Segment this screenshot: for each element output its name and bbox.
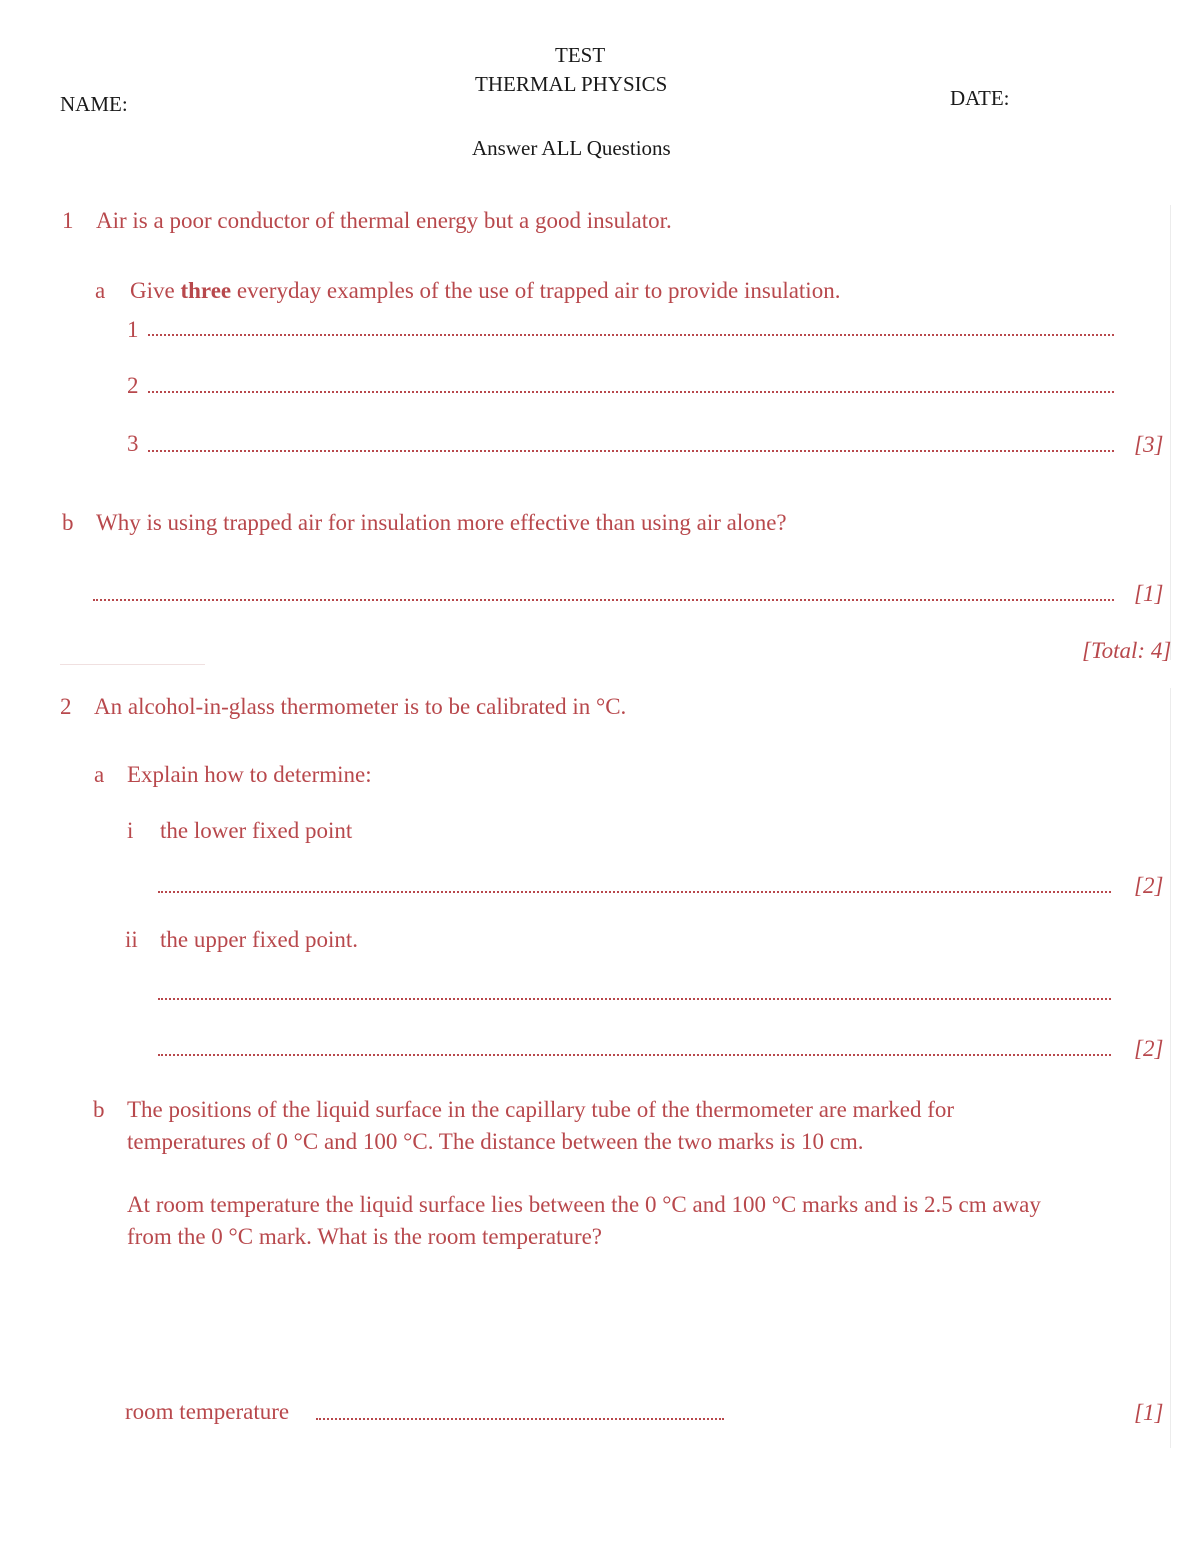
instruction-text: Answer ALL Questions — [472, 136, 671, 160]
q1a-question — [130, 278, 840, 304]
subject-title: THERMAL PHYSICS — [475, 72, 668, 96]
q1a-marks: [3] — [1134, 432, 1164, 457]
q1-total: [Total: 4] — [1082, 638, 1172, 663]
q1a-line-number-2: 2 — [127, 373, 139, 398]
q2ai-text: the lower fixed point — [160, 818, 353, 843]
scan-edge-line-q2 — [1170, 688, 1171, 1448]
q1b-question: Why is using trapped air for insulation more effective than using air alone? — [96, 510, 787, 535]
q1-stem: Air is a poor conductor of thermal energy but a good insulator. — [96, 208, 672, 233]
q2aii-answer-line-1[interactable] — [158, 998, 1111, 1000]
q1a-text-pre: Give — [130, 278, 181, 303]
q1a-line-number-3: 3 — [127, 431, 139, 456]
q2a-question: Explain how to determine: — [127, 762, 372, 787]
q1a-answer-line-3[interactable] — [148, 450, 1114, 452]
q2aii-marks: [2] — [1134, 1036, 1164, 1061]
q2ai-answer-line[interactable] — [158, 891, 1111, 893]
q2a-letter: a — [94, 762, 105, 787]
q1b-letter: b — [62, 510, 74, 535]
q1a-letter: a — [95, 278, 106, 303]
q2b-para2-line2: from the 0 °C mark. What is the room temperature? — [127, 1224, 603, 1249]
q1b-marks: [1] — [1134, 581, 1164, 606]
q1a-text-bold: three — [180, 278, 232, 303]
q1b-answer-line[interactable] — [93, 599, 1114, 601]
q2b-letter: b — [93, 1097, 105, 1122]
q1-number: 1 — [62, 208, 74, 233]
q2ai-marks: [2] — [1134, 873, 1164, 898]
q2b-answer-line[interactable] — [316, 1418, 724, 1420]
q2b-para2-line1: At room temperature the liquid surface lies between the 0 °C and 100 °C marks and is 2.5 cm away — [127, 1192, 1041, 1217]
q2b-marks: [1] — [1134, 1400, 1164, 1425]
date-label: DATE: — [950, 86, 1010, 110]
scan-edge-line-q1 — [1170, 205, 1171, 660]
q1a-answer-line-1[interactable] — [148, 334, 1114, 336]
test-label: TEST — [555, 43, 606, 67]
name-label: NAME: — [60, 92, 128, 116]
q2-stem: An alcohol-in-glass thermometer is to be calibrated in °C. — [94, 694, 627, 719]
q2aii-answer-line-2[interactable] — [158, 1054, 1111, 1056]
scan-artifact-line — [60, 664, 205, 665]
q2aii-numeral: ii — [125, 927, 138, 952]
q1a-text-post: everyday examples of the use of trapped air to provide insulation. — [231, 278, 841, 303]
q2-number: 2 — [60, 694, 72, 719]
q2b-answer-label: room temperature — [125, 1399, 290, 1424]
q2aii-text: the upper fixed point. — [160, 927, 359, 952]
q2ai-numeral: i — [127, 818, 134, 843]
q1a-answer-line-2[interactable] — [148, 391, 1114, 393]
q1a-line-number-1: 1 — [127, 317, 139, 342]
q2b-para1-line2: temperatures of 0 °C and 100 °C. The distance between the two marks is 10 cm. — [127, 1129, 864, 1154]
q2b-para1-line1: The positions of the liquid surface in the capillary tube of the thermometer are marked for — [127, 1097, 955, 1122]
